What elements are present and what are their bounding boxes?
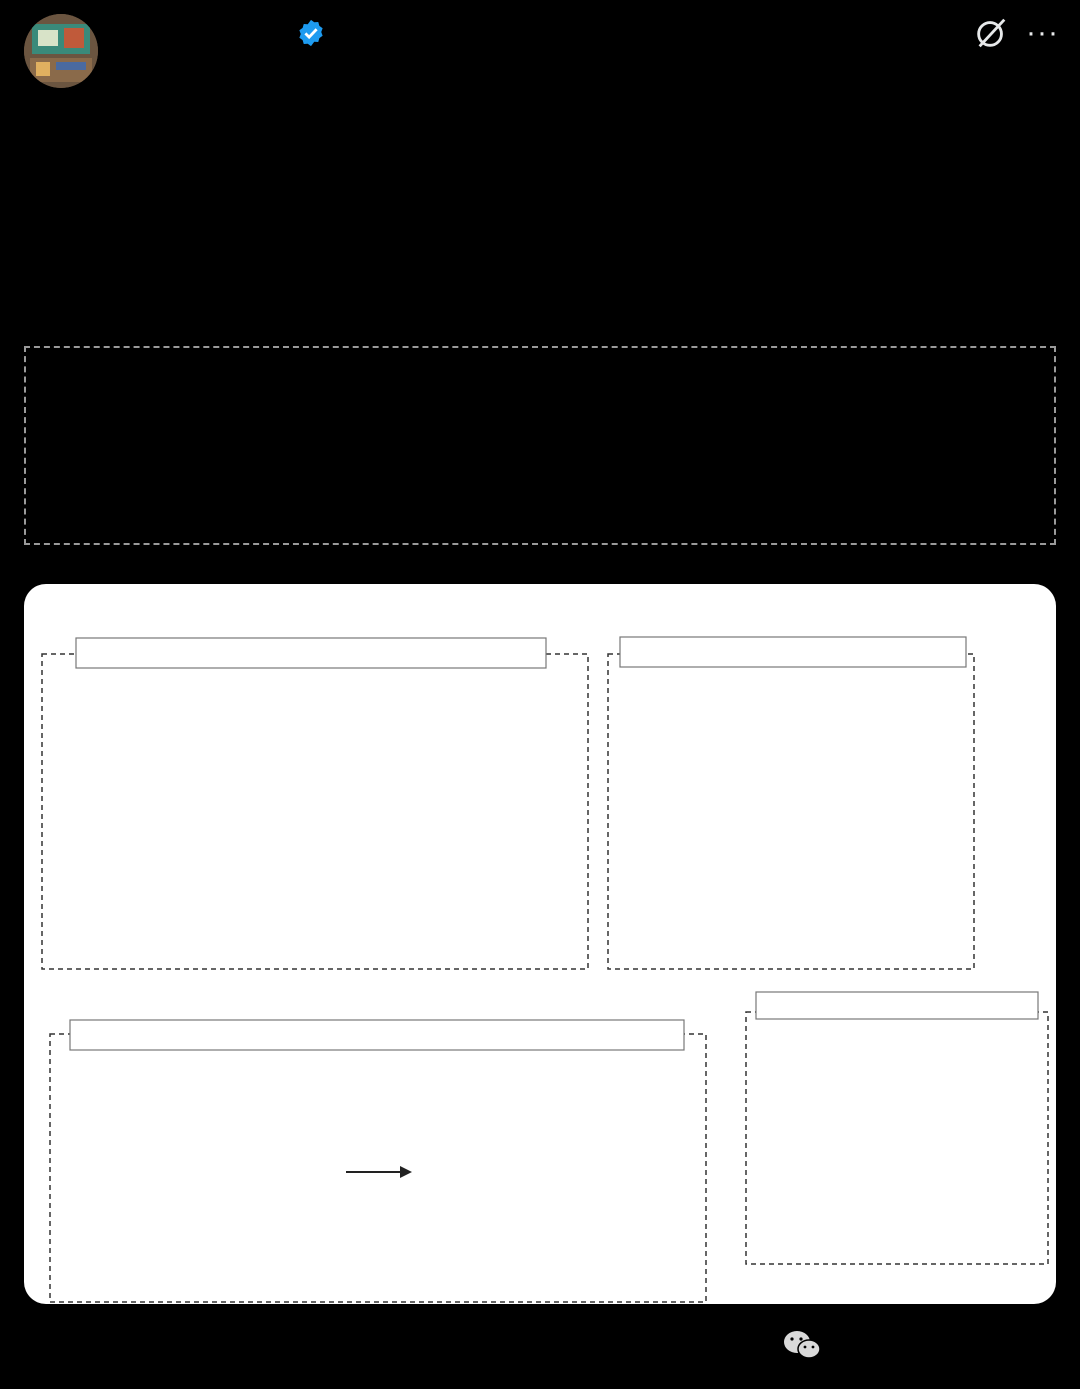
grok-icon[interactable] (972, 14, 1010, 52)
avatar-image (24, 14, 98, 88)
tweet-text (24, 110, 1054, 154)
figure-svg (24, 584, 1056, 1304)
panel3-title-box (70, 1020, 684, 1050)
panel5-title-box (756, 992, 1038, 1019)
panel3-frame (50, 1034, 706, 1302)
avatar[interactable] (24, 14, 98, 88)
panel2-frame (608, 654, 974, 969)
watermark (782, 1328, 822, 1364)
arrow-icon (346, 1166, 412, 1178)
translation-text (38, 358, 1048, 402)
panel1-title-box (76, 638, 546, 668)
panel5-frame (746, 1012, 1048, 1264)
panel1-frame (42, 654, 588, 969)
tweet-image[interactable] (24, 584, 1056, 1304)
more-options-icon[interactable]: ··· (1026, 16, 1059, 49)
panel2-title-box (620, 637, 966, 667)
wechat-icon (782, 1328, 822, 1362)
verified-badge-icon (296, 18, 326, 48)
